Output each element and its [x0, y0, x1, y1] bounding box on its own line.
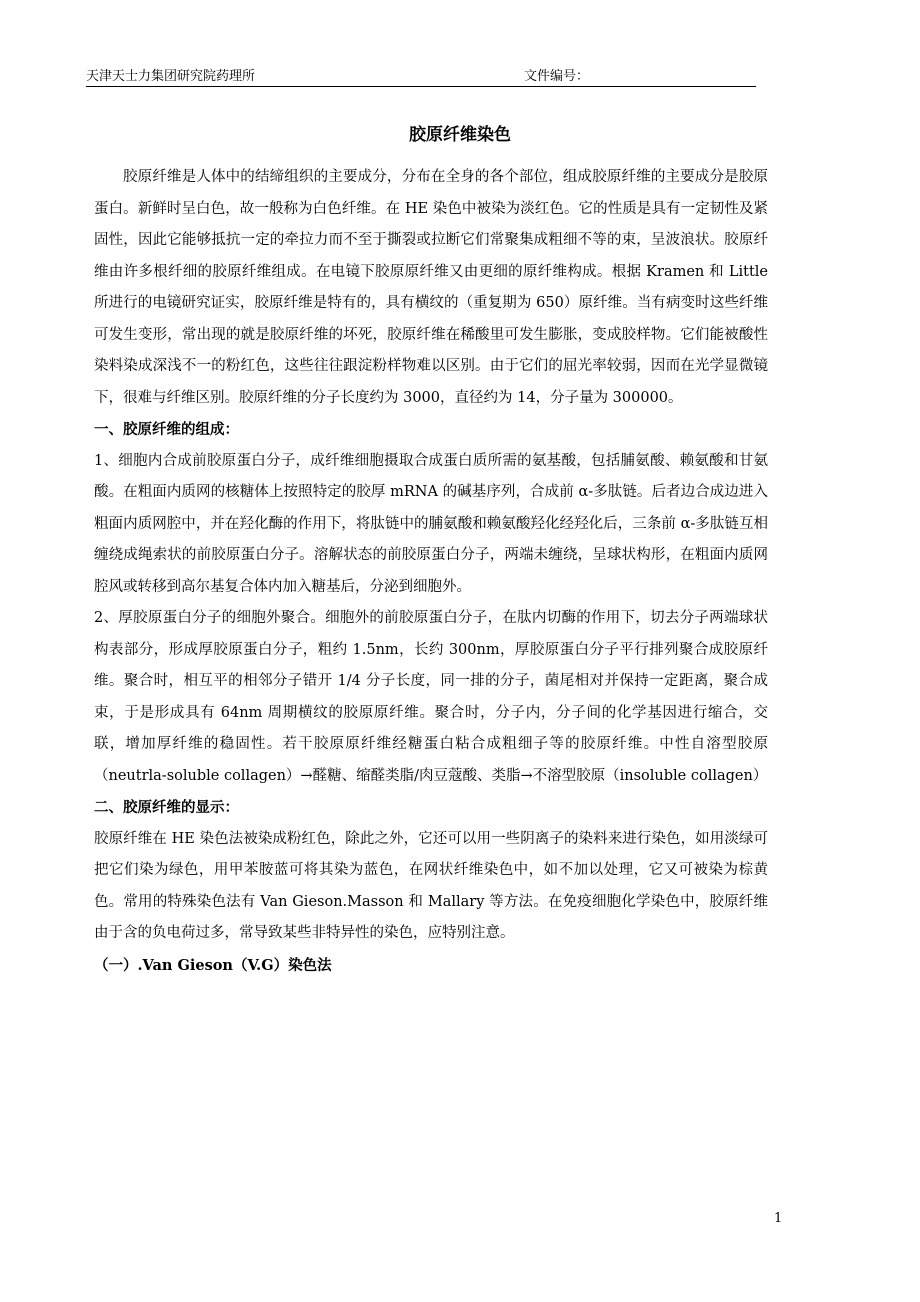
subsection-heading-van-gieson: （一）.Van Gieson（V.G）染色法	[94, 956, 332, 974]
page-number: 1	[774, 1211, 783, 1226]
document-title: 胶原纤维染色	[409, 125, 511, 145]
page-header	[86, 64, 756, 87]
composition-step-2: 2、厚胶原蛋白分子的细胞外聚合。细胞外的前胶原蛋白分子，在肽内切酶的作用下，切去分子两端球状构表部分，形成厚胶原蛋白分子，粗约 1.5nm，长约 300nm，厚胶原蛋白分子平行排列聚合成胶原纤维。聚合时，相互平的相邻分子错开 1/4 分子长度，同一排的分子，菌尾相对并保持一定距离，聚合成束，于是形成具有 64nm 周期横纹的胶原原纤维。聚合时，分子内，分子间的化学基因进行缩合，交联，增加厚纤维的稳固性。若干胶原原纤维经糖蛋白粘合成粗细子等的胶原纤维。中性自溶型胶原（neutrla-soluble collagen）→醛糖、缩醛类脂/肉豆蔻酸、类脂→不溶型胶原（insoluble collagen）	[94, 610, 768, 784]
intro-paragraph: 胶原纤维是人体中的结缔组织的主要成分，分布在全身的各个部位，组成胶原纤维的主要成分是胶原蛋白。新鲜时呈白色，故一般称为白色纤维。在 HE 染色中被染为淡红色。它的性质是具有一定韧性及紧固性，因此它能够抵抗一定的牵拉力而不至于撕裂或拉断它们常聚集成粗细不等的束，呈波浪状。胶原纤维由许多根纤细的胶原纤维组成。在电镜下胶原原纤维又由更细的原纤维构成。根据 Kramen 和 Little 所进行的电镜研究证实，胶原纤维是特有的，具有横纹的（重复期为 650）原纤维。当有病变时这些纤维可发生变形，常出现的就是胶原纤维的坏死，胶原纤维在稀酸里可发生膨胀，变成胶样物。它们能被酸性染料染成深浅不一的粉红色，这些往往跟淀粉样物难以区别。由于它们的屈光率较弱，因而在光学显微镜下，很难与纤维区别。胶原纤维的分子长度约为 3000，直径约为 14，分子量为 300000。	[94, 169, 768, 406]
section-heading-composition: 一、胶原纤维的组成：	[94, 421, 239, 438]
display-paragraph: 胶原纤维在 HE 染色法被染成粉红色，除此之外，它还可以用一些阴离子的染料来进行染色，如用淡绿可把它们染为绿色，用甲苯胺蓝可将其染为蓝色，在网状纤维染色中，如不加以处理，它又可被染为棕黄色。常用的特殊染色法有 Van Gieson.Masson 和 Mallary 等方法。在免疫细胞化学染色中，胶原纤维由于含的负电荷过多，常导致某些非特异性的染色，应特别注意。	[94, 830, 768, 941]
section-heading-display: 二、胶原纤维的显示：	[94, 799, 239, 816]
document-body	[94, 162, 768, 981]
header-organization: 天津天士力集团研究院药理所	[86, 69, 256, 84]
composition-step-1: 1、细胞内合成前胶原蛋白分子，成纤维细胞摄取合成蛋白质所需的氨基酸，包括脯氨酸、赖氨酸和甘氨酸。在粗面内质网的核糖体上按照特定的胶厚 mRNA 的碱基序列，合成前 α-多肽链。后者边合成边进入粗面内质网腔中，并在羟化酶的作用下，将肽链中的脯氨酸和赖氨酸羟化经羟化后，三条前 α-多肽链互相缠绕成绳索状的前胶原蛋白分子。溶解状态的前胶原蛋白分子，两端未缠绕，呈球状构形，在粗面内质网腔风或转移到高尔基复合体内加入糖基后，分泌到细胞外。	[94, 452, 768, 595]
header-document-number-label: 文件编号：	[524, 69, 590, 84]
